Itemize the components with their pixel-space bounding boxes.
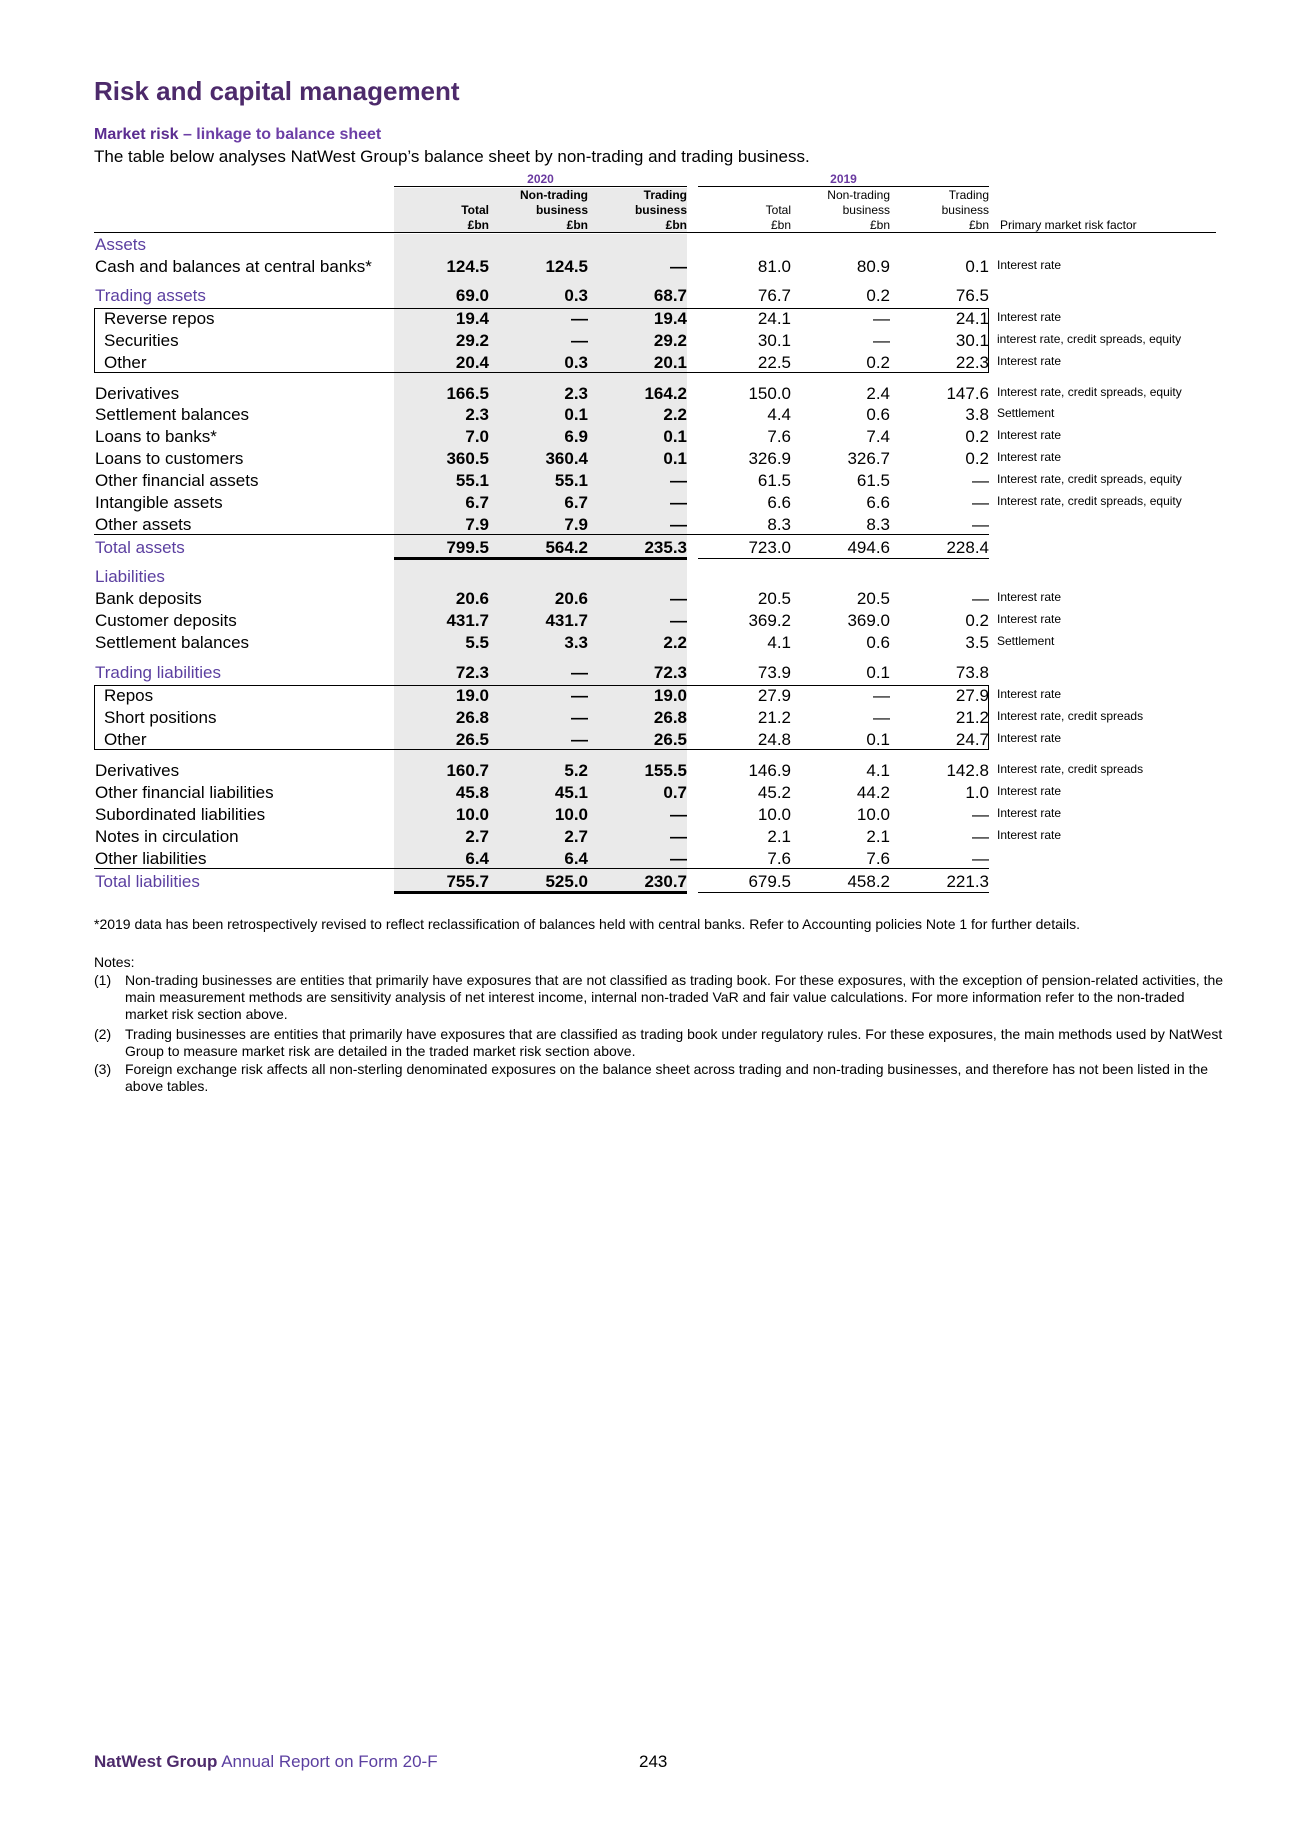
cell-value: 4.1 — [866, 761, 890, 780]
cell-value: — — [972, 589, 989, 608]
cell-value: 146.9 — [748, 761, 791, 780]
cell-value: 44.2 — [856, 783, 890, 802]
cell-value: 6.4 — [564, 849, 588, 868]
cell-value: 166.5 — [446, 384, 489, 403]
cell-value: 458.2 — [847, 872, 890, 891]
cell-value: — — [972, 805, 989, 824]
row-label: Total assets — [95, 538, 185, 557]
cell-value: 755.7 — [446, 872, 489, 891]
cell-value: 76.7 — [757, 286, 791, 305]
cell-value: 72.3 — [455, 663, 489, 682]
risk-factor: Interest rate — [997, 612, 1062, 626]
header-2020-trading — [597, 188, 687, 233]
cell-value: 6.7 — [465, 493, 489, 512]
cell-value: — — [670, 827, 687, 846]
cell-value: — — [972, 849, 989, 868]
cell-value: 7.6 — [767, 849, 791, 868]
notes-heading: Notes: — [94, 954, 135, 970]
cell-value: 21.2 — [955, 708, 989, 727]
cell-value: 6.6 — [866, 493, 890, 512]
subtitle-suffix: – linkage to balance sheet — [182, 126, 382, 143]
cell-value: 164.2 — [644, 384, 687, 403]
cell-value: 22.3 — [955, 353, 989, 372]
cell-value: 10.0 — [757, 805, 791, 824]
table-row — [0, 871, 1300, 893]
row-label: Derivatives — [95, 761, 180, 780]
cell-value: 73.9 — [757, 663, 791, 682]
row-label: Bank deposits — [95, 589, 202, 608]
cell-value: 221.3 — [946, 872, 989, 891]
cell-value: 8.3 — [767, 515, 791, 534]
cell-value: 61.5 — [757, 471, 791, 490]
cell-value: 6.9 — [564, 427, 588, 446]
cell-value: — — [972, 515, 989, 534]
year-2020-rule — [394, 186, 687, 187]
cell-value: 150.0 — [748, 384, 791, 403]
row-label: Loans to banks* — [95, 427, 217, 446]
cell-value: 0.3 — [564, 286, 588, 305]
header-text: business — [941, 203, 989, 217]
cell-value: 0.3 — [564, 353, 588, 372]
cell-value: 4.4 — [767, 405, 791, 424]
table-row — [0, 352, 1300, 374]
assets-heading: Assets — [95, 235, 147, 254]
header-text: £bn — [566, 218, 588, 232]
cell-value: 7.4 — [866, 427, 890, 446]
liabilities-heading: Liabilities — [95, 567, 165, 586]
cell-value: 230.7 — [644, 872, 687, 891]
risk-factor: Interest rate, credit spreads — [997, 709, 1144, 723]
cell-value: 326.9 — [748, 449, 791, 468]
cell-value: 142.8 — [946, 761, 989, 780]
table-row — [0, 707, 1300, 729]
table-row — [0, 662, 1300, 684]
cell-value: — — [972, 827, 989, 846]
page-title: Risk and capital management — [94, 76, 460, 106]
cell-value: 45.1 — [554, 783, 588, 802]
row-label: Other assets — [95, 515, 192, 534]
cell-value: 27.9 — [955, 686, 989, 705]
cell-value: 0.1 — [564, 405, 588, 424]
row-label: Derivatives — [95, 384, 180, 403]
table-row — [0, 404, 1300, 426]
cell-value: 24.8 — [757, 730, 791, 749]
cell-value: 10.0 — [856, 805, 890, 824]
table-row — [0, 588, 1300, 610]
risk-factor: Interest rate — [997, 590, 1062, 604]
risk-factor: Interest rate, credit spreads, equity — [997, 494, 1182, 508]
table-row — [0, 256, 1300, 278]
risk-factor: Interest rate — [997, 258, 1062, 272]
cell-value: 26.5 — [653, 730, 687, 749]
footer-brand: NatWest Group — [94, 1752, 218, 1771]
liabilities-heading-row — [0, 566, 1300, 588]
row-label: Other financial liabilities — [95, 783, 274, 802]
cell-value: — — [873, 331, 890, 350]
row-label: Trading liabilities — [95, 663, 221, 682]
header-text: business — [634, 203, 687, 217]
cell-value: — — [670, 589, 687, 608]
cell-value: 431.7 — [545, 611, 588, 630]
cell-value: 0.2 — [866, 286, 890, 305]
note-text: Trading businesses are entities that primarily have exposures that are classified as trading book under regulatory rules. For these exposures, the main methods used by NatWest Group to measure market risk are detailed in the traded market risk section above. — [125, 1026, 1223, 1059]
cell-value: — — [670, 257, 687, 276]
cell-value: — — [972, 471, 989, 490]
page-number: 243 — [639, 1752, 668, 1771]
row-label: Subordinated liabilities — [95, 805, 266, 824]
cell-value: 0.1 — [866, 730, 890, 749]
header-text: Non-trading — [827, 188, 890, 202]
cell-value: 22.5 — [757, 353, 791, 372]
cell-value: 24.1 — [757, 309, 791, 328]
cell-value: 10.0 — [455, 805, 489, 824]
row-label: Total liabilities — [95, 872, 200, 891]
cell-value: 24.7 — [955, 730, 989, 749]
cell-value: 564.2 — [545, 538, 588, 557]
note-1 — [94, 972, 1224, 1023]
risk-factor: Interest rate, credit spreads — [997, 762, 1144, 776]
table-row — [0, 285, 1300, 307]
cell-value: 2.1 — [767, 827, 791, 846]
note-text: Non-trading businesses are entities that primarily have exposures that are not classified as trading book. For these exposures, with the exception of pension-related activities, the main measurement methods are sensitivity analysis of net interest income, internal non-traded VaR and fair value calculations. For more information refer to the non-traded market risk section above. — [125, 972, 1224, 1022]
header-2019-total — [701, 203, 791, 233]
header-text: Total — [461, 203, 489, 217]
header-text: Non-trading — [520, 188, 588, 202]
risk-factor: Settlement — [997, 634, 1055, 648]
risk-factor: Interest rate — [997, 784, 1062, 798]
cell-value: 0.1 — [965, 257, 989, 276]
cell-value: — — [571, 331, 588, 350]
cell-value: 679.5 — [748, 872, 791, 891]
cell-value: 20.4 — [455, 353, 489, 372]
note-3 — [94, 1061, 1224, 1095]
header-2020-nontrading — [498, 188, 588, 233]
cell-value: 6.6 — [767, 493, 791, 512]
note-number: (2) — [94, 1026, 112, 1042]
table-row — [0, 848, 1300, 870]
cell-value: 3.8 — [965, 405, 989, 424]
cell-value: 19.0 — [653, 686, 687, 705]
row-label: Cash and balances at central banks* — [95, 257, 372, 276]
cell-value: 155.5 — [644, 761, 687, 780]
cell-value: 0.1 — [866, 663, 890, 682]
cell-value: 147.6 — [946, 384, 989, 403]
cell-value: — — [873, 708, 890, 727]
cell-value: 2.2 — [663, 633, 687, 652]
cell-value: — — [972, 493, 989, 512]
cell-value: 24.1 — [955, 309, 989, 328]
cell-value: 7.9 — [465, 515, 489, 534]
cell-value: 55.1 — [554, 471, 588, 490]
row-label: Other financial assets — [95, 471, 259, 490]
cell-value: — — [873, 309, 890, 328]
header-text: £bn — [968, 218, 989, 232]
intro-text: The table below analyses NatWest Group’s balance sheet by non-trading and trading business. — [94, 147, 810, 166]
cell-value: 360.5 — [446, 449, 489, 468]
risk-factor: Interest rate — [997, 310, 1062, 324]
row-label: Settlement balances — [95, 633, 250, 652]
row-label: Other liabilities — [95, 849, 207, 868]
risk-factor: Interest rate — [997, 354, 1062, 368]
cell-value: 45.2 — [757, 783, 791, 802]
cell-value: — — [571, 730, 588, 749]
risk-factor: Interest rate — [997, 687, 1062, 701]
cell-value: 45.8 — [455, 783, 489, 802]
table-row — [0, 537, 1300, 559]
header-text: business — [842, 203, 890, 217]
table-row — [0, 330, 1300, 352]
table-row — [0, 826, 1300, 848]
cell-value: 61.5 — [856, 471, 890, 490]
row-label: Trading assets — [95, 286, 206, 305]
cell-value: 723.0 — [748, 538, 791, 557]
cell-value: 27.9 — [757, 686, 791, 705]
risk-factor: Settlement — [997, 406, 1055, 420]
cell-value: 4.1 — [767, 633, 791, 652]
cell-value: 2.3 — [564, 384, 588, 403]
table-row — [0, 383, 1300, 405]
cell-value: 0.6 — [866, 405, 890, 424]
cell-value: 29.2 — [653, 331, 687, 350]
risk-factor: interest rate, credit spreads, equity — [997, 332, 1182, 346]
header-risk-factor: Primary market risk factor — [1000, 218, 1137, 232]
cell-value: 124.5 — [446, 257, 489, 276]
cell-value: 5.2 — [564, 761, 588, 780]
footer-report-name: Annual Report on Form 20-F — [217, 1752, 438, 1771]
cell-value: 20.1 — [653, 353, 687, 372]
cell-value: 72.3 — [653, 663, 687, 682]
cell-value: — — [571, 663, 588, 682]
cell-value: 525.0 — [545, 872, 588, 891]
cell-value: 369.2 — [748, 611, 791, 630]
cell-value: — — [670, 471, 687, 490]
header-text: £bn — [467, 218, 489, 232]
cell-value: — — [670, 515, 687, 534]
cell-value: — — [571, 708, 588, 727]
row-label: Repos — [104, 686, 154, 705]
cell-value: 20.5 — [757, 589, 791, 608]
cell-value: 0.6 — [866, 633, 890, 652]
cell-value: 0.2 — [965, 427, 989, 446]
cell-value: 235.3 — [644, 538, 687, 557]
cell-value: 0.2 — [866, 353, 890, 372]
risk-factor: Interest rate, credit spreads, equity — [997, 472, 1182, 486]
cell-value: 7.6 — [866, 849, 890, 868]
cell-value: — — [571, 686, 588, 705]
note-number: (1) — [94, 972, 112, 988]
table-row — [0, 610, 1300, 632]
header-2019-trading — [899, 188, 989, 233]
cell-value: 30.1 — [955, 331, 989, 350]
header-text: £bn — [665, 218, 687, 232]
cell-value: 2.7 — [564, 827, 588, 846]
header-text: Total — [765, 203, 791, 217]
table-row — [0, 426, 1300, 448]
row-label: Other — [104, 730, 147, 749]
cell-value: — — [873, 686, 890, 705]
footer — [94, 1752, 438, 1772]
year-2019-rule — [698, 186, 989, 187]
table-row — [0, 760, 1300, 782]
row-label: Other — [104, 353, 147, 372]
cell-value: 0.1 — [663, 449, 687, 468]
header-2020-total — [399, 203, 489, 233]
cell-value: — — [670, 493, 687, 512]
cell-value: 2.4 — [866, 384, 890, 403]
cell-value: 2.1 — [866, 827, 890, 846]
cell-value: 3.3 — [564, 633, 588, 652]
cell-value: 0.2 — [965, 449, 989, 468]
table-row — [0, 804, 1300, 826]
header-2019-nontrading — [800, 188, 890, 233]
header-text: business — [535, 203, 588, 217]
risk-factor: Interest rate — [997, 828, 1062, 842]
cell-value: 26.5 — [455, 730, 489, 749]
table-row — [0, 632, 1300, 654]
table-row — [0, 685, 1300, 707]
cell-value: 30.1 — [757, 331, 791, 350]
cell-value: 26.8 — [653, 708, 687, 727]
cell-value: 19.4 — [653, 309, 687, 328]
table-row — [0, 470, 1300, 492]
table-row — [0, 448, 1300, 470]
cell-value: 369.0 — [847, 611, 890, 630]
cell-value: 5.5 — [465, 633, 489, 652]
cell-value: 2.2 — [663, 405, 687, 424]
table-row — [0, 514, 1300, 536]
cell-value: 69.0 — [455, 286, 489, 305]
cell-value: 20.6 — [554, 589, 588, 608]
table-row — [0, 308, 1300, 330]
table-row — [0, 492, 1300, 514]
cell-value: 1.0 — [965, 783, 989, 802]
year-2020-label: 2020 — [527, 172, 554, 186]
cell-value: 10.0 — [554, 805, 588, 824]
row-label: Intangible assets — [95, 493, 223, 512]
section-subtitle — [94, 126, 381, 144]
row-label: Loans to customers — [95, 449, 244, 468]
year-2019-label: 2019 — [830, 172, 857, 186]
cell-value: 431.7 — [446, 611, 489, 630]
cell-value: — — [571, 309, 588, 328]
cell-value: 7.6 — [767, 427, 791, 446]
risk-factor: Interest rate — [997, 450, 1062, 464]
cell-value: 68.7 — [653, 286, 687, 305]
cell-value: 160.7 — [446, 761, 489, 780]
assets-heading-row — [0, 234, 1300, 256]
row-label: Notes in circulation — [95, 827, 239, 846]
row-label: Settlement balances — [95, 405, 250, 424]
cell-value: 2.3 — [465, 405, 489, 424]
cell-value: 76.5 — [955, 286, 989, 305]
header-text: £bn — [770, 218, 791, 232]
cell-value: 7.9 — [564, 515, 588, 534]
cell-value: 55.1 — [455, 471, 489, 490]
cell-value: 2.7 — [465, 827, 489, 846]
cell-value: 19.4 — [455, 309, 489, 328]
cell-value: 6.7 — [564, 493, 588, 512]
row-label: Securities — [104, 331, 179, 350]
cell-value: 494.6 — [847, 538, 890, 557]
header-text: £bn — [869, 218, 890, 232]
cell-value: 73.8 — [955, 663, 989, 682]
cell-value: — — [670, 611, 687, 630]
cell-value: 228.4 — [946, 538, 989, 557]
note-text: Foreign exchange risk affects all non-sterling denominated exposures on the balance sheet across trading and non-trading businesses, and therefore has not been listed in the above tables. — [125, 1061, 1209, 1094]
cell-value: 81.0 — [757, 257, 791, 276]
risk-factor: Interest rate — [997, 731, 1062, 745]
note-2 — [94, 1026, 1224, 1060]
row-label: Customer deposits — [95, 611, 237, 630]
row-label: Reverse repos — [104, 309, 215, 328]
cell-value: 19.0 — [455, 686, 489, 705]
risk-factor: Interest rate — [997, 428, 1062, 442]
cell-value: 8.3 — [866, 515, 890, 534]
cell-value: 20.5 — [856, 589, 890, 608]
cell-value: 3.5 — [965, 633, 989, 652]
cell-value: 29.2 — [455, 331, 489, 350]
row-label: Short positions — [104, 708, 217, 727]
cell-value: 7.0 — [465, 427, 489, 446]
footnote: *2019 data has been retrospectively revised to reflect reclassification of balances held with central banks. Refer to Accounting policies Note 1 for further details. — [94, 916, 1080, 932]
cell-value: — — [670, 805, 687, 824]
cell-value: 0.1 — [663, 427, 687, 446]
table-row — [0, 782, 1300, 804]
cell-value: 360.4 — [545, 449, 588, 468]
cell-value: 20.6 — [455, 589, 489, 608]
cell-value: 26.8 — [455, 708, 489, 727]
cell-value: 326.7 — [847, 449, 890, 468]
risk-factor: Interest rate, credit spreads, equity — [997, 385, 1182, 399]
cell-value: 0.7 — [663, 783, 687, 802]
note-number: (3) — [94, 1061, 112, 1077]
risk-factor: Interest rate — [997, 806, 1062, 820]
header-rule — [94, 232, 1216, 233]
cell-value: 124.5 — [545, 257, 588, 276]
cell-value: 80.9 — [856, 257, 890, 276]
header-text: Trading — [948, 188, 989, 202]
table-row — [0, 729, 1300, 751]
cell-value: 0.2 — [965, 611, 989, 630]
header-text: Trading — [643, 188, 687, 202]
cell-value: — — [670, 849, 687, 868]
cell-value: 21.2 — [757, 708, 791, 727]
subtitle-main: Market risk — [94, 126, 179, 143]
cell-value: 6.4 — [465, 849, 489, 868]
cell-value: 799.5 — [446, 538, 489, 557]
